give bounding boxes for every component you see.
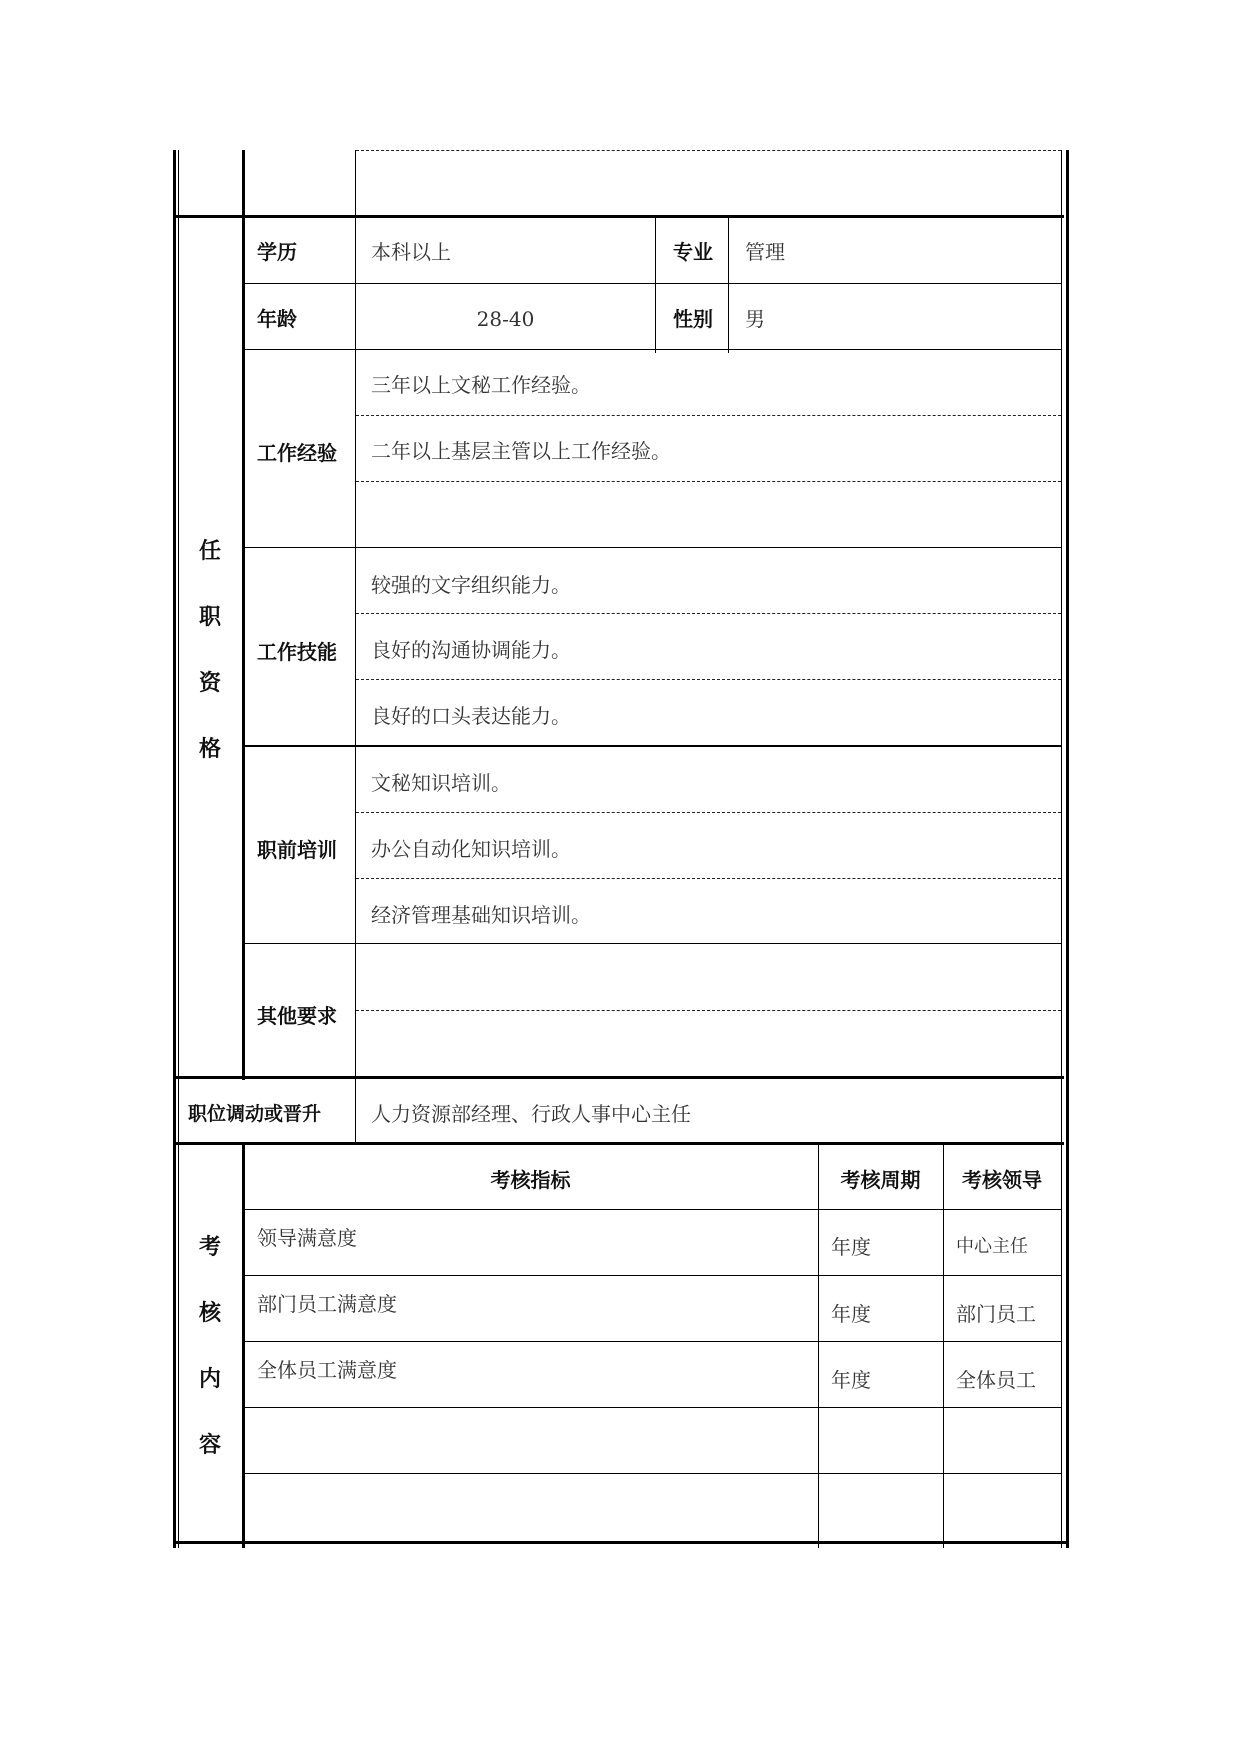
section-label-char: 考: [198, 1235, 221, 1260]
assessment-period: 年度: [831, 1368, 871, 1392]
age-label: 年龄: [257, 307, 297, 331]
major-label-left-divider: [655, 217, 656, 353]
section-column-divider: [242, 150, 245, 1080]
promotion-label: 职位调动或晋升: [188, 1103, 322, 1125]
row-border: [243, 1209, 1062, 1210]
assessment-leader: 部门员工: [956, 1302, 1036, 1326]
assessment-period: 年度: [831, 1235, 871, 1259]
row-border: [176, 1142, 1064, 1145]
gender-label: 性别: [673, 307, 713, 331]
dashed-separator: [356, 878, 1061, 879]
education-label: 学历: [257, 240, 297, 264]
section-column-divider-2: [242, 1144, 245, 1548]
skills-item: 较强的文字组织能力。: [371, 573, 571, 597]
row-border: [243, 349, 1062, 350]
row-border: [243, 1275, 1062, 1276]
leader-column-divider: [943, 1144, 944, 1548]
assessment-period: 年度: [831, 1302, 871, 1326]
assessment-indicator: 领导满意度: [257, 1226, 357, 1250]
education-value: 本科以上: [371, 240, 451, 264]
experience-label: 工作经验: [257, 441, 337, 465]
experience-item: 三年以上文秘工作经验。: [371, 373, 591, 397]
row-border: [243, 943, 1062, 944]
major-value: 管理: [745, 240, 785, 264]
section-label-char: 容: [198, 1433, 221, 1458]
gender-value: 男: [745, 307, 765, 331]
training-item: 办公自动化知识培训。: [371, 837, 571, 861]
skills-label: 工作技能: [257, 640, 337, 664]
dashed-separator: [356, 812, 1061, 813]
training-item: 文秘知识培训。: [371, 771, 511, 795]
skills-item: 良好的沟通协调能力。: [371, 638, 571, 662]
assessment-indicator: 部门员工满意度: [257, 1292, 397, 1316]
row-border: [243, 1473, 1062, 1474]
dashed-separator: [356, 679, 1061, 680]
promotion-value: 人力资源部经理、行政人事中心主任: [371, 1102, 691, 1126]
assessment-section-label: [189, 1236, 231, 1500]
assessment-indicator: 全体员工满意度: [257, 1358, 397, 1382]
header-leader: 考核领导: [962, 1168, 1042, 1192]
dashed-separator: [356, 481, 1061, 482]
table-bottom-border: [173, 1541, 1069, 1544]
row-border: [243, 1341, 1062, 1342]
age-value: 28-40: [476, 307, 535, 331]
dashed-separator: [356, 613, 1061, 614]
table-right-border-outer: [1066, 150, 1069, 1548]
other-requirements-label: 其他要求: [257, 1004, 337, 1028]
major-label: 专业: [673, 240, 713, 264]
label-column-divider: [355, 150, 356, 1144]
training-label: 职前培训: [257, 838, 337, 862]
header-indicator: 考核指标: [490, 1168, 571, 1192]
dashed-separator: [356, 1010, 1061, 1011]
row-border: [243, 745, 1062, 747]
row-border: [243, 547, 1062, 548]
section-label-char: 核: [198, 1301, 221, 1326]
row-border: [176, 215, 1064, 218]
period-column-divider: [818, 1144, 819, 1548]
training-item: 经济管理基础知识培训。: [371, 903, 591, 927]
dashed-separator: [356, 415, 1061, 416]
experience-item: 二年以上基层主管以上工作经验。: [371, 439, 671, 463]
row-border: [243, 1407, 1062, 1408]
qualifications-section-label: [189, 540, 231, 804]
dashed-separator: [356, 150, 1061, 151]
row-border: [176, 1076, 1064, 1079]
table-left-border-inner: [178, 150, 179, 1548]
section-label-char: 内: [198, 1367, 221, 1392]
section-label-char: 格: [198, 737, 221, 762]
section-label-char: 职: [198, 605, 221, 630]
assessment-leader: 全体员工: [956, 1368, 1036, 1392]
skills-item: 良好的口头表达能力。: [371, 704, 571, 728]
major-label-right-divider: [728, 217, 729, 353]
assessment-leader: 中心主任: [956, 1236, 1028, 1257]
section-label-char: 资: [198, 671, 221, 696]
row-border: [243, 283, 1062, 284]
table-right-border-inner: [1061, 150, 1062, 1548]
section-label-char: 任: [198, 539, 221, 564]
header-period: 考核周期: [840, 1168, 921, 1192]
table-left-border-outer: [173, 150, 176, 1548]
